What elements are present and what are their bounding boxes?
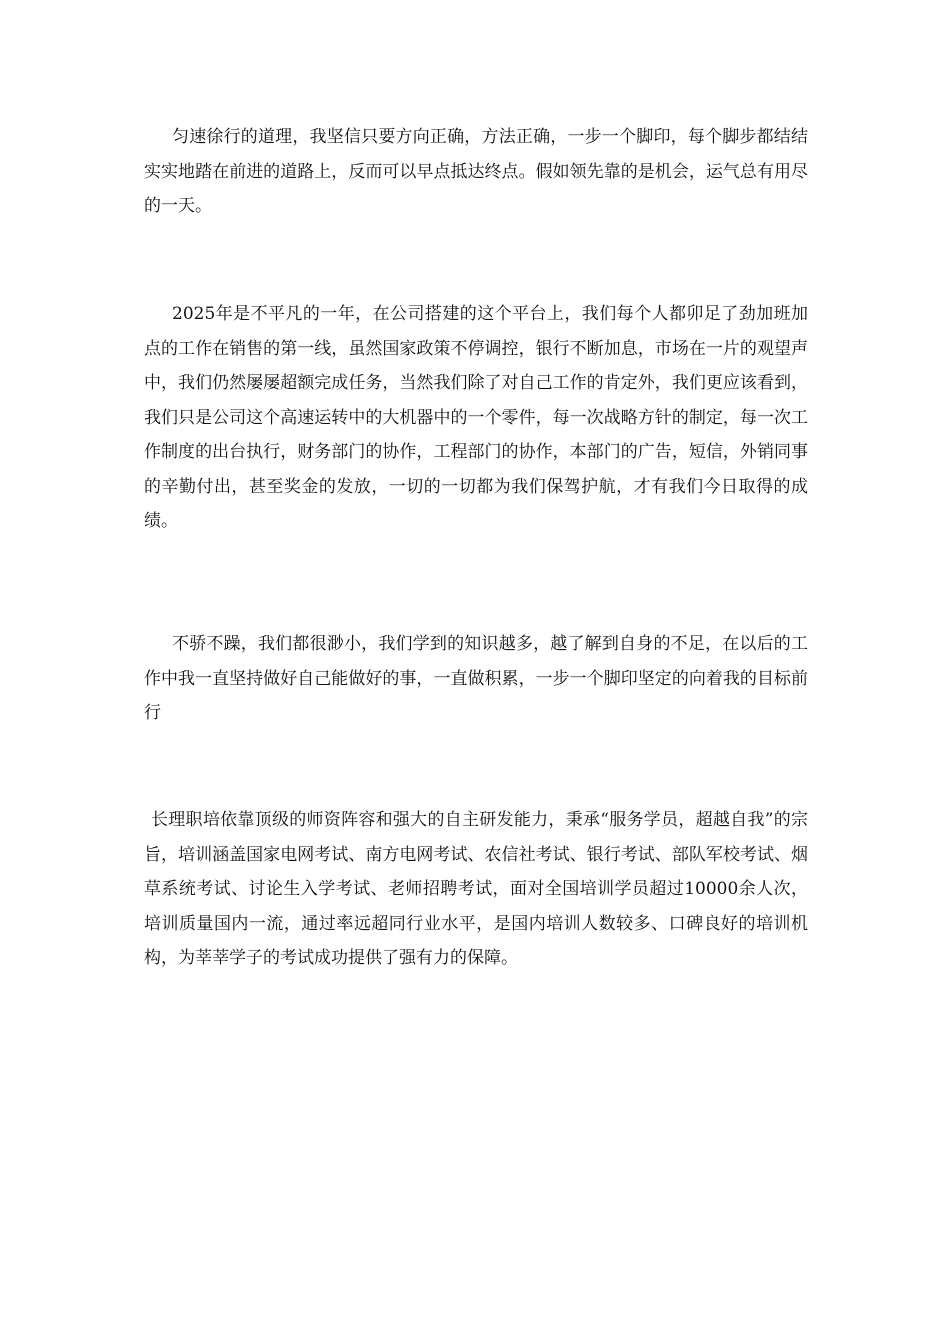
paragraph-humility: 不骄不躁，我们都很渺小，我们学到的知识越多，越了解到自身的不足，在以后的工作中我一直坚持做好自己能做好的事，一直做积累，一步一个脚印坚定的向着我的目标前行 — [144, 634, 808, 723]
paragraph-steady-pace: 匀速徐行的道理，我坚信只要方向正确，方法正确，一步一个脚印，每个脚步都结结实实地踏在前进的道路上，反而可以早点抵达终点。假如领先靠的是机会，运气总有用尽的一天。 — [144, 127, 808, 216]
paragraph-training-ad: 长理职培依靠顶级的师资阵容和强大的自主研发能力，秉承“服务学员，超越自我”的宗旨，培训涵盖国家电网考试、南方电网考试、农信社考试、银行考试、部队军校考试、烟草系统考试、讨论生入学考试、老师招聘考试，面对全国培训学员超过10000余人次，培训质量国内一流，通过率远超同行业水平，是国内培训人数较多、口碑良好的培训机构，为莘莘学子的考试成功提供了强有力的保障。 — [144, 810, 808, 968]
paragraph-year-review: 2025年是不平凡的一年，在公司搭建的这个平台上，我们每个人都卯足了劲加班加点的工作在销售的第一线，虽然国家政策不停调控，银行不断加息，市场在一片的观望声中，我们仍然屡屡超额完成任务，当然我们除了对自己工作的肯定外，我们更应该看到，我们只是公司这个高速运转中的大机器中的一个零件，每一次战略方针的制定，每一次工作制度的出台执行，财务部门的协作，工程部门的协作，本部门的广告，短信，外销同事的辛勤付出，甚至奖金的发放，一切的一切都为我们保驾护航，才有我们今日取得的成绩。 — [144, 304, 808, 531]
